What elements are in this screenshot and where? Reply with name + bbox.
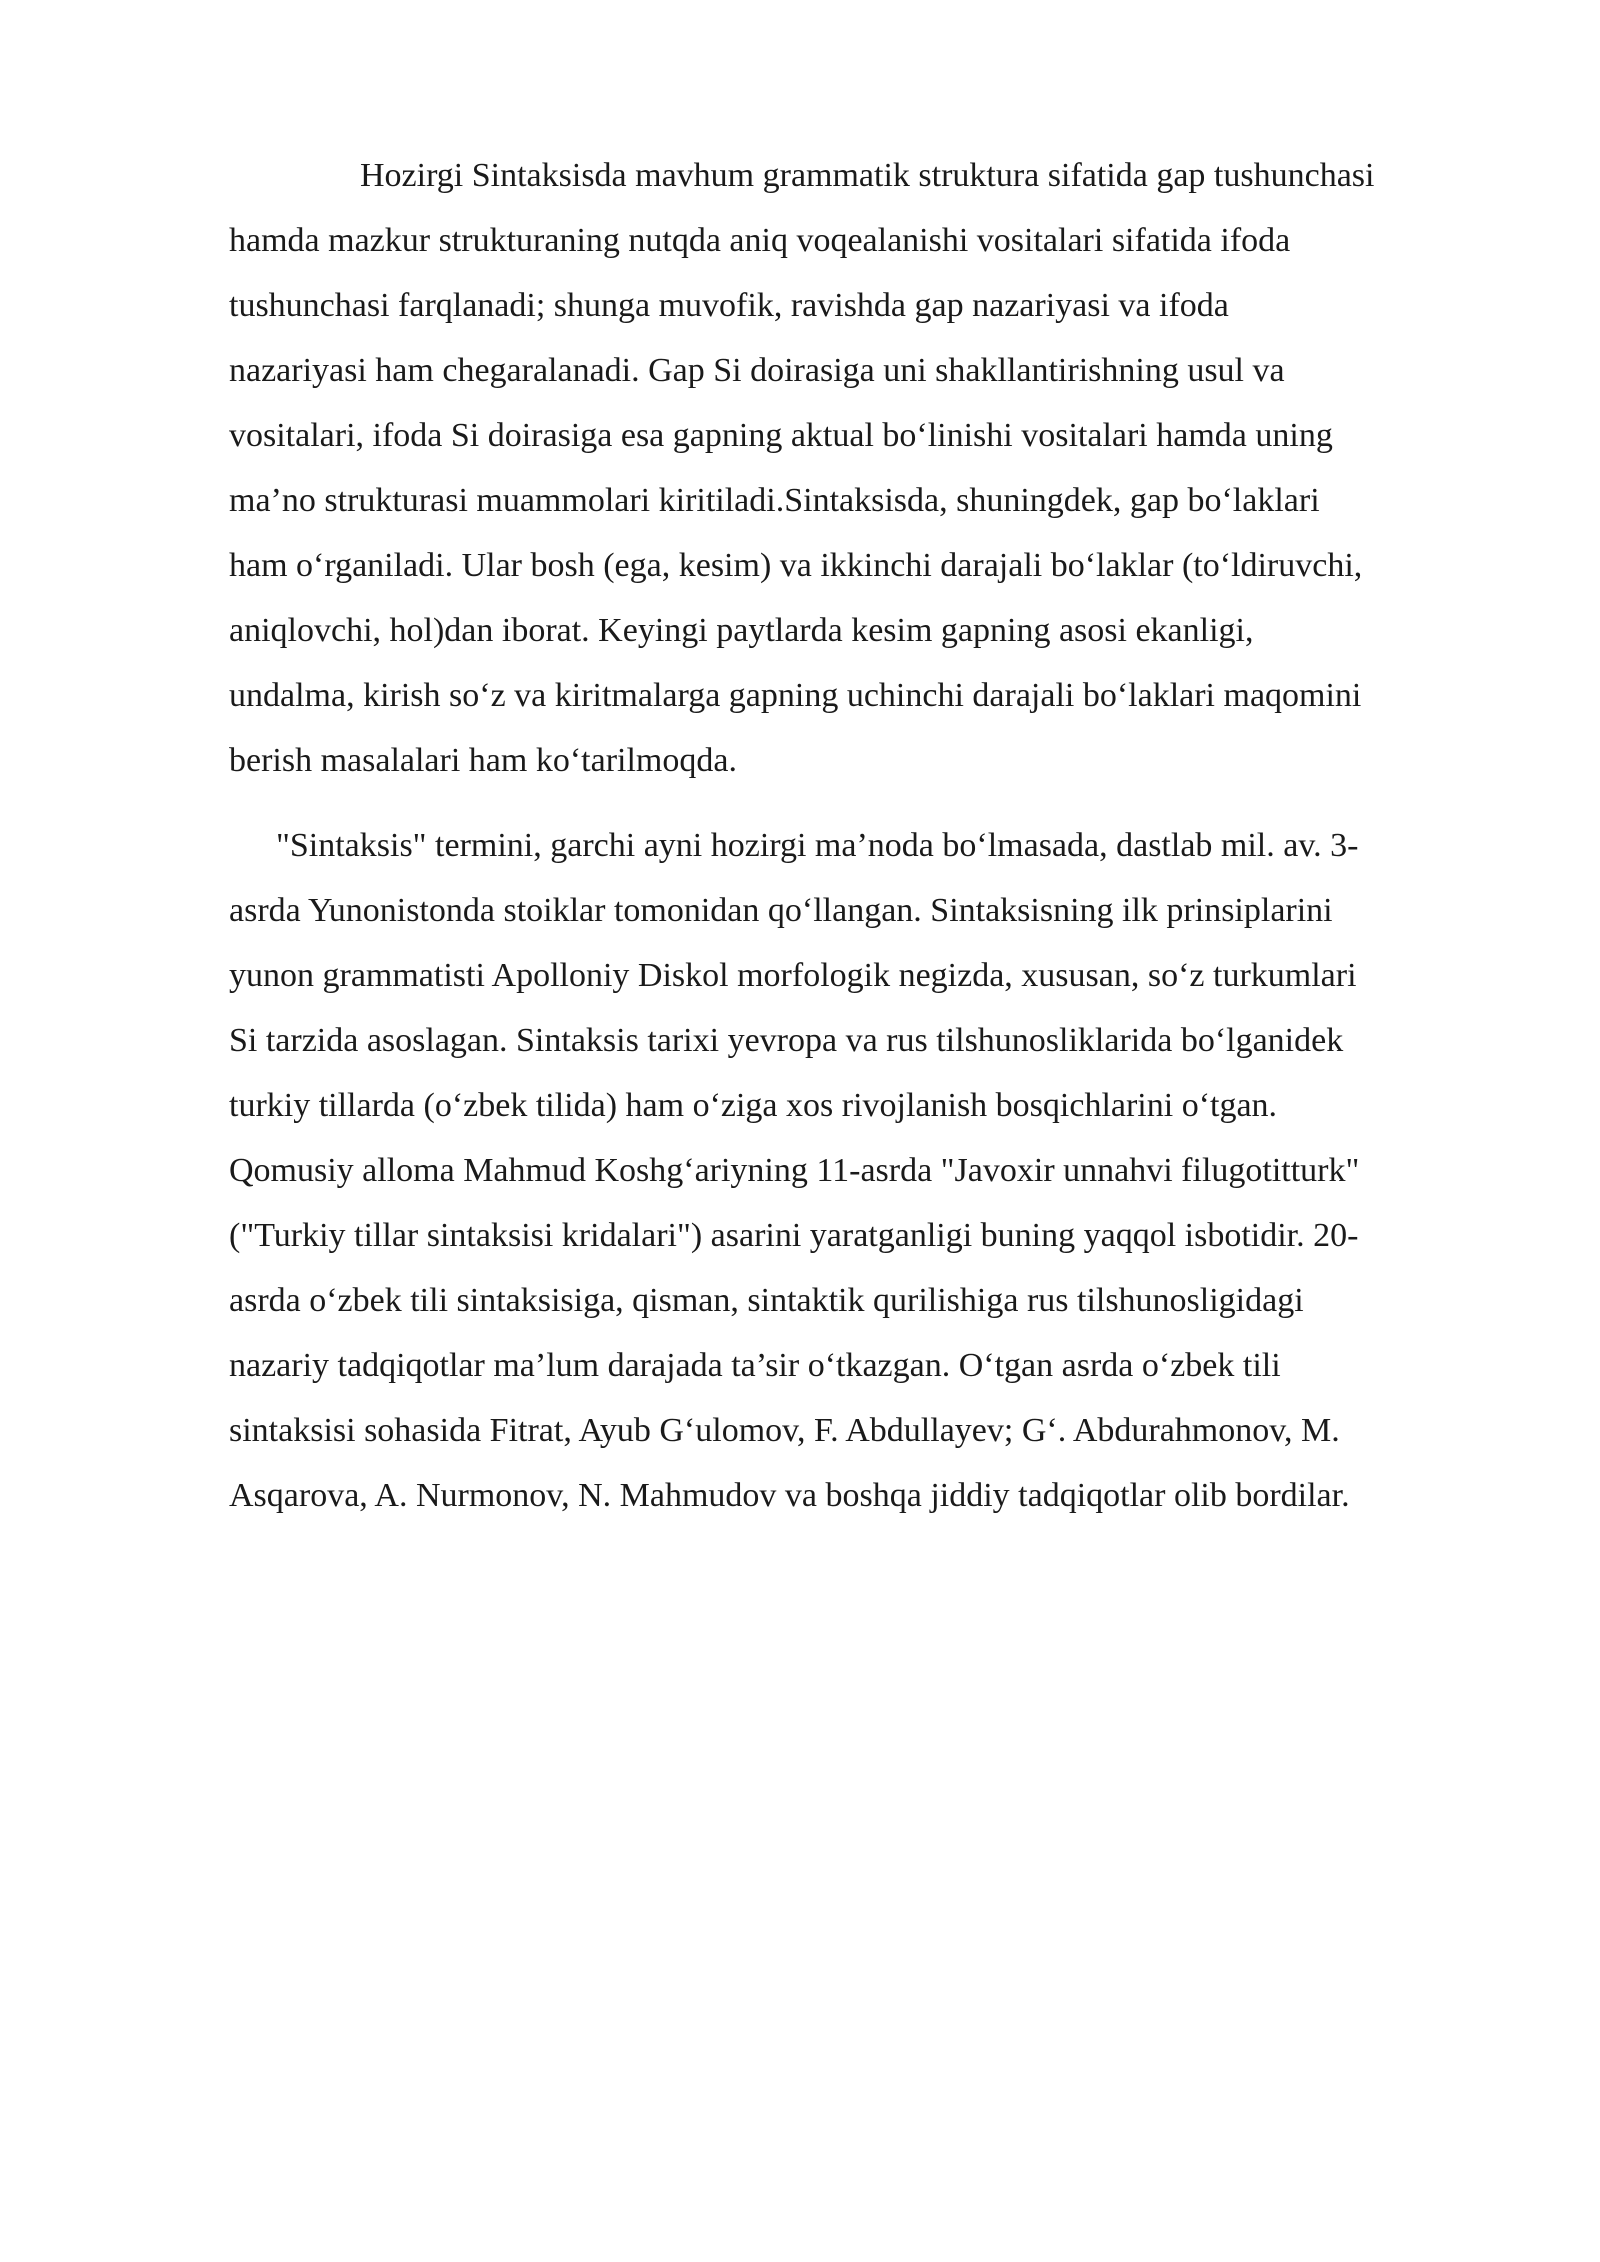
paragraph-line: vositalari, ifoda Si doirasiga esa gapning aktual bo‘linishi vositalari hamda uning xyxy=(229,417,1333,454)
paragraph-line: ma’no strukturasi muammolari kiritiladi.Sintaksisda, shuningdek, gap bo‘laklari xyxy=(229,482,1320,519)
paragraph-line: hamda mazkur strukturaning nutqda aniq voqealanishi vositalari sifatida ifoda xyxy=(229,222,1291,259)
paragraph-line: asrda Yunonistonda stoiklar tomonidan qo‘llangan. Sintaksisning ilk prinsiplarini xyxy=(229,892,1333,929)
paragraph-1 xyxy=(229,150,1489,800)
paragraph-2 xyxy=(229,820,1489,1535)
paragraph-line: sintaksisi sohasida Fitrat, Ayub G‘ulomov, F. Abdullayev; G‘. Abdurahmonov, M. xyxy=(229,1412,1340,1449)
paragraph-line: Asqarova, A. Nurmonov, N. Mahmudov va boshqa jiddiy tadqiqotlar olib bordilar. xyxy=(229,1477,1350,1514)
paragraph-line: aniqlovchi, hol)dan iborat. Keyingi paytlarda kesim gapning asosi ekanligi, xyxy=(229,612,1254,649)
paragraph-line: berish masalalari ham ko‘tarilmoqda. xyxy=(229,742,737,779)
paragraph-line: Si tarzida asoslagan. Sintaksis tarixi yevropa va rus tilshunosliklarida bo‘lganidek xyxy=(229,1022,1344,1059)
paragraph-line: yunon grammatisti Apolloniy Diskol morfologik negizda, xususan, so‘z turkumlari xyxy=(229,957,1357,994)
paragraph-line: ("Turkiy tillar sintaksisi kridalari") asarini yaratganligi buning yaqqol isbotidir. 20- xyxy=(229,1217,1359,1254)
paragraph-line: nazariy tadqiqotlar ma’lum darajada ta’sir o‘tkazgan. O‘tgan asrda o‘zbek tili xyxy=(229,1347,1281,1384)
paragraph-line: ham o‘rganiladi. Ular bosh (ega, kesim) va ikkinchi darajali bo‘laklar (to‘ldiruvchi, xyxy=(229,547,1363,584)
paragraph-line: Qomusiy alloma Mahmud Koshg‘ariyning 11-asrda "Javoxir unnahvi filugotitturk" xyxy=(229,1152,1360,1189)
paragraph-spacer xyxy=(229,800,1489,820)
paragraph-line: asrda o‘zbek tili sintaksisiga, qisman, sintaktik qurilishiga rus tilshunosligidagi xyxy=(229,1282,1304,1319)
paragraph-line: tushunchasi farqlanadi; shunga muvofik, ravishda gap nazariyasi va ifoda xyxy=(229,287,1229,324)
document-body xyxy=(229,150,1489,1535)
paragraph-line: "Sintaksis" termini, garchi ayni hozirgi ma’noda bo‘lmasada, dastlab mil. av. 3- xyxy=(276,827,1359,864)
paragraph-line: undalma, kirish so‘z va kiritmalarga gapning uchinchi darajali bo‘laklari maqomini xyxy=(229,677,1362,714)
paragraph-line: nazariyasi ham chegaralanadi. Gap Si doirasiga uni shakllantirishning usul va xyxy=(229,352,1285,389)
paragraph-line: Hozirgi Sintaksisda mavhum grammatik struktura sifatida gap tushunchasi xyxy=(360,157,1375,194)
paragraph-line: turkiy tillarda (o‘zbek tilida) ham o‘ziga xos rivojlanish bosqichlarini o‘tgan. xyxy=(229,1087,1278,1124)
